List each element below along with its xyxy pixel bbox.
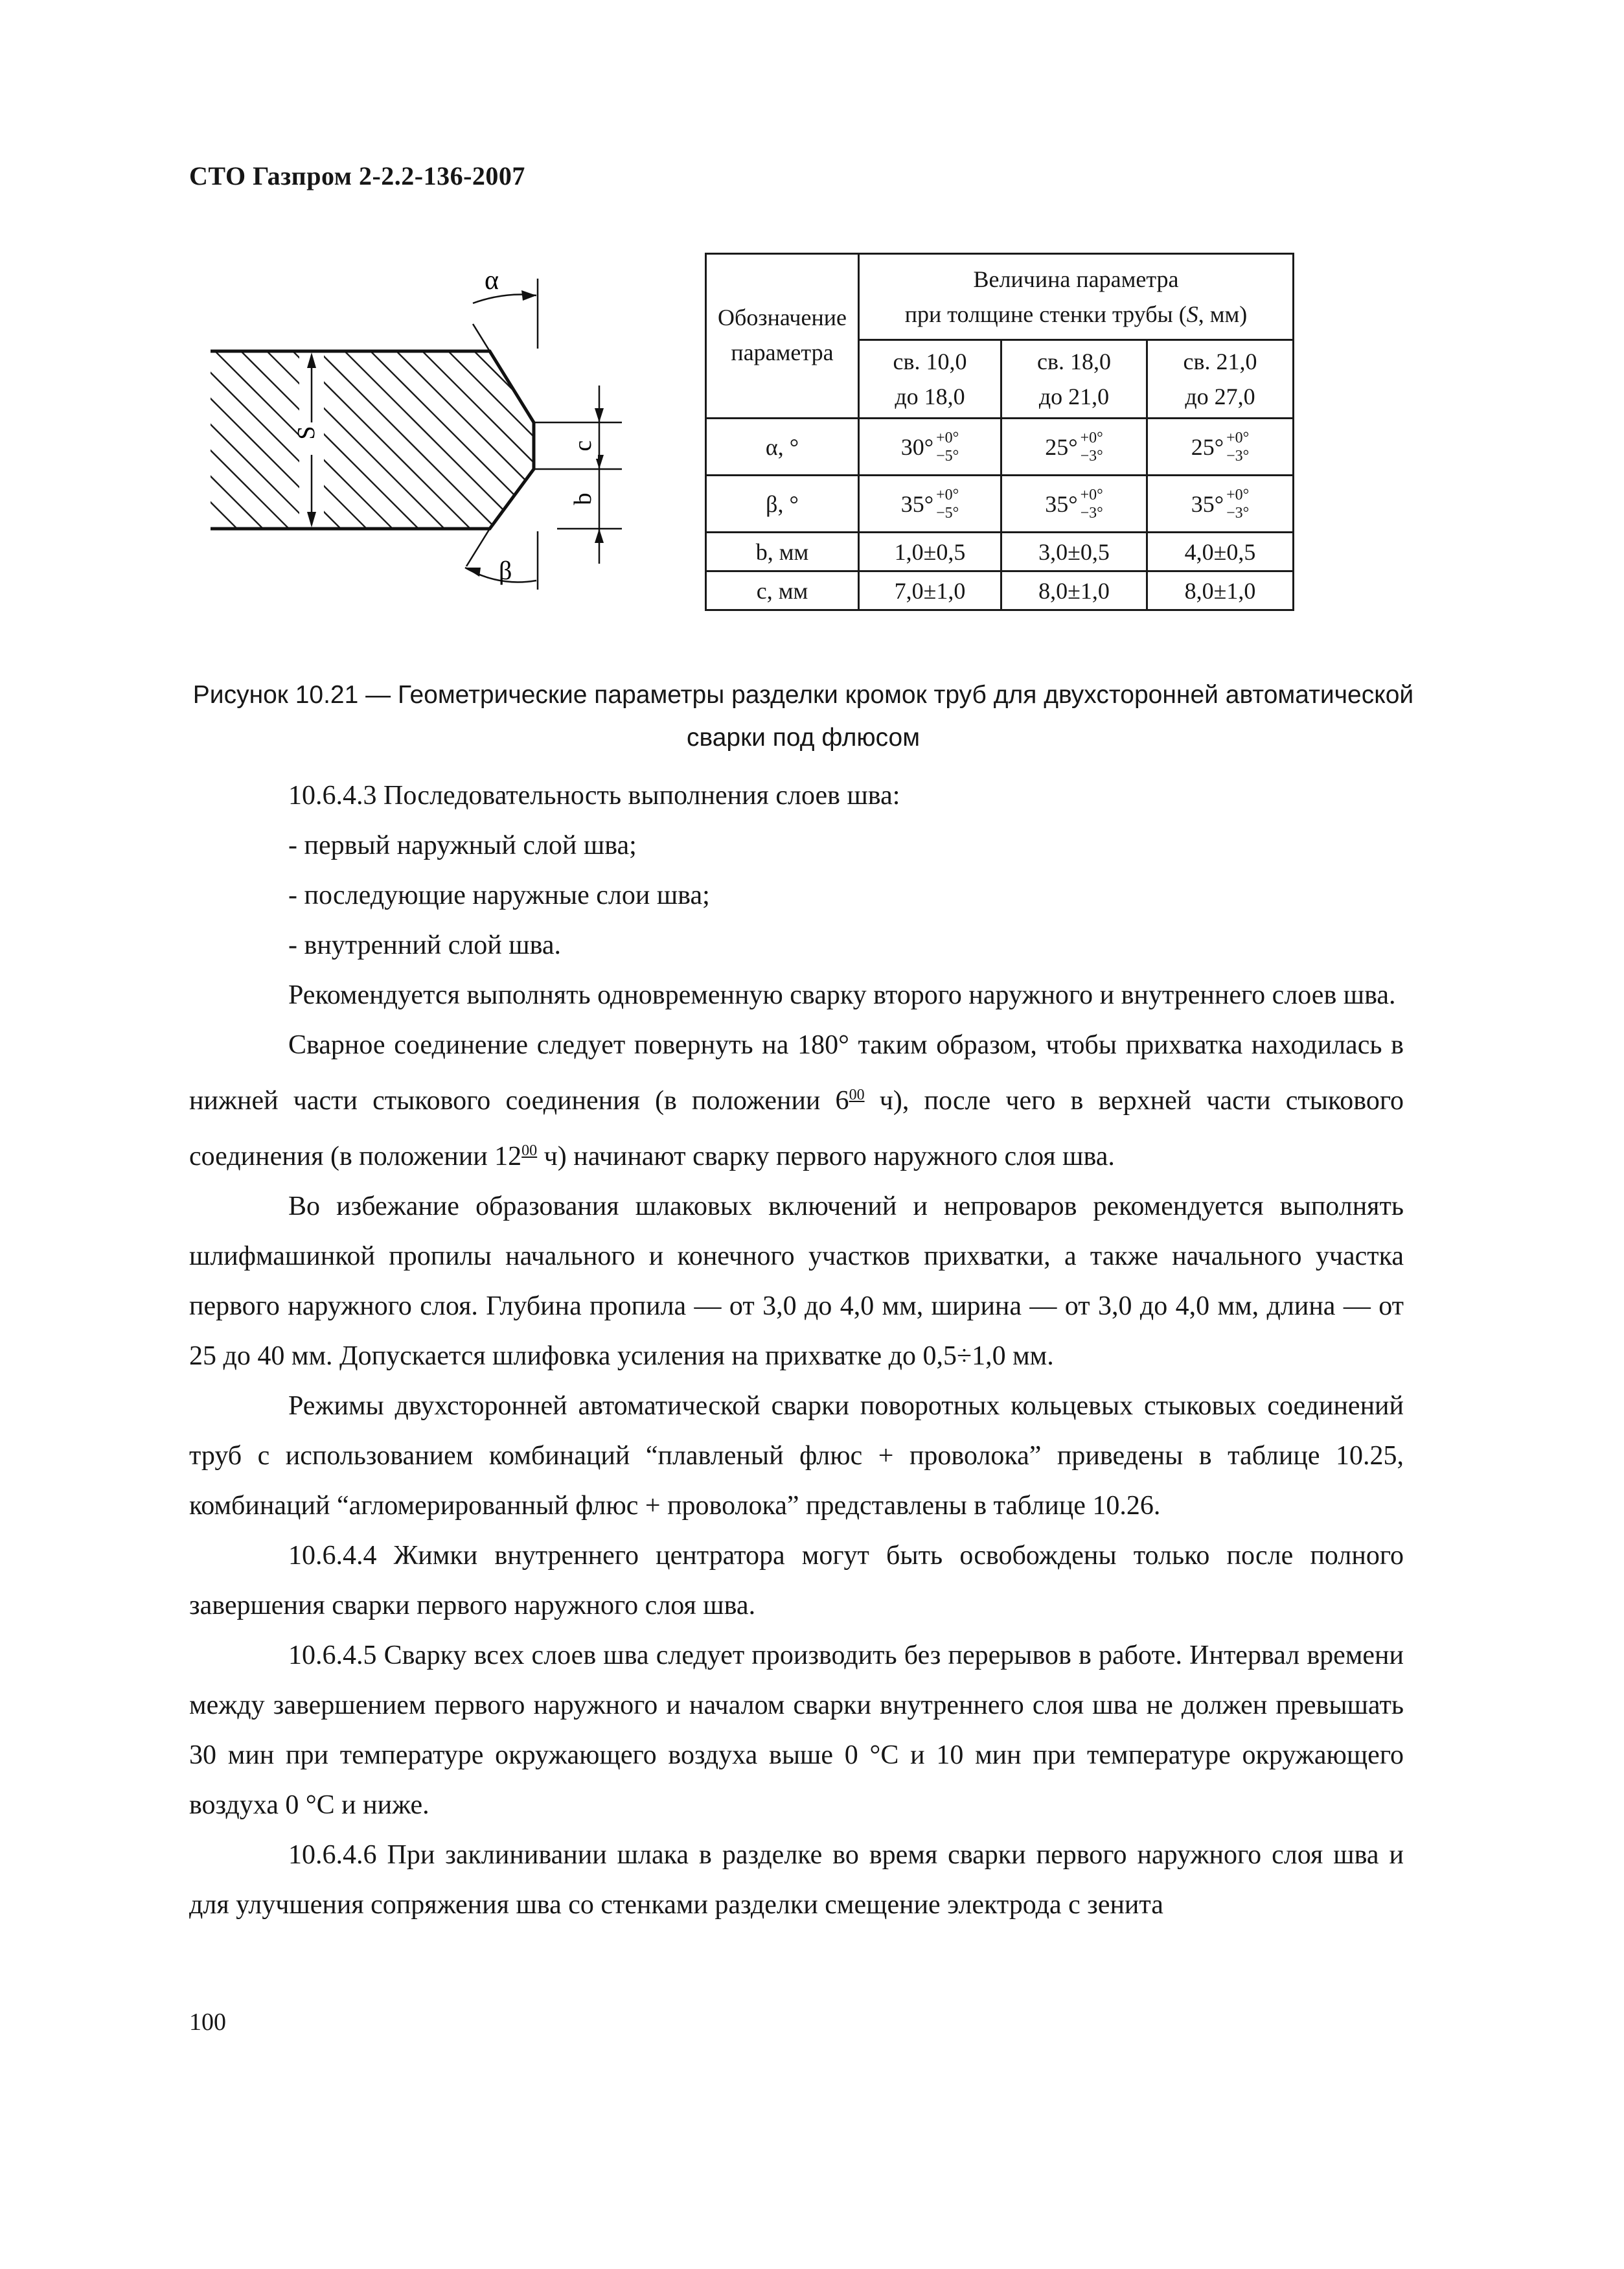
- parameter-table: [705, 253, 1294, 611]
- paragraph: 10.6.4.6 При заклинивании шлака в разделке во время сварки первого наружного слоя шва и для улучшения сопряжения шва со стенками разделки смещение электрода с зенита: [189, 1840, 1404, 1920]
- param-header-line1: Обозначение: [718, 305, 847, 330]
- value-header-cell: [859, 254, 1294, 340]
- value-header-line1: Величина параметра: [973, 266, 1179, 292]
- table-row-c: [706, 571, 1294, 610]
- value-cell: 35° +0° −3°: [1147, 476, 1294, 533]
- edge-preparation-drawing: [194, 253, 661, 603]
- list-item: - последующие наружные слои шва;: [288, 881, 710, 910]
- value-cell: 35° +0° −3°: [1001, 476, 1147, 533]
- body-text: [189, 771, 1404, 1930]
- paragraph: 10.6.4.4 Жимки внутреннего центратора могут быть освобождены только после полного завершения сварки первого наружного слоя шва.: [189, 1541, 1404, 1620]
- paragraph: Во избежание образования шлаковых включений и непроваров рекомендуется выполнять шлифмашинкой пропилы начального и конечного участков прихватки, а также начального участка первого наружного слоя. Глубина пропила — от 3,0 до 4,0 мм, ширина — от 3,0 до 4,0 мм, длина — от 25 до 40 мм. Допускается шлифовка усиления на прихватке до 0,5÷1,0 мм.: [189, 1192, 1404, 1371]
- b-dimension-label: b: [569, 492, 597, 505]
- value-cell: 30° +0° −5°: [859, 419, 1001, 476]
- value-header-line2: при толщине стенки трубы (S, мм): [904, 301, 1248, 327]
- beta-label: β: [499, 556, 512, 585]
- alpha-label: α: [485, 266, 499, 295]
- table-row-b: [706, 533, 1294, 571]
- range-cell-3: св. 21,0 до 27,0: [1147, 340, 1294, 419]
- range-cell-2: св. 18,0 до 21,0: [1001, 340, 1147, 419]
- value-cell: 35° +0° −5°: [859, 476, 1001, 533]
- value-cell: 25° +0° −3°: [1147, 419, 1294, 476]
- paragraph: Режимы двухсторонней автоматической сварки поворотных кольцевых стыковых соединений труб с использованием комбинаций “плавленый флюс + проволока” приведены в таблице 10.25, комбинаций “агломерированный флюс + проволока” представлены в таблице 10.26.: [189, 1391, 1404, 1521]
- param-cell: c, мм: [706, 571, 859, 610]
- c-dimension-label: c: [569, 440, 597, 452]
- range-cell-1: св. 10,0 до 18,0: [859, 340, 1001, 419]
- value-cell: 8,0±1,0: [1147, 571, 1294, 610]
- paragraph: Сварное соединение следует повернуть на 180° таким образом, чтобы прихватка находилась в нижней части стыкового соединения (в положении $6^{00}$ ч), после чего в верхней части стыкового соединения (в положении $12^{00}$ ч) начинают сварку первого наружного слоя шва.: [189, 1030, 1404, 1171]
- paragraph: Рекомендуется выполнять одновременную сварку второго наружного и внутреннего слоев шва.: [288, 980, 1396, 1010]
- paragraph: 10.6.4.5 Сварку всех слоев шва следует производить без перерывов в работе. Интервал времени между завершением первого наружного и началом сварки внутреннего слоя шва не должен превышать 30 мин при температуре окружающего воздуха выше 0 °С и 10 мин при температуре окружающего воздуха 0 °С и ниже.: [189, 1641, 1404, 1820]
- page-number: 100: [189, 2009, 226, 2036]
- list-item: - внутренний слой шва.: [288, 930, 562, 960]
- param-cell: b, мм: [706, 533, 859, 571]
- s-dimension-label: S: [293, 426, 320, 440]
- table-row-beta: [706, 476, 1294, 533]
- table-row-alpha: [706, 419, 1294, 476]
- document-code-header: СТО Газпром 2-2.2-136-2007: [189, 161, 525, 190]
- paragraph: 10.6.4.3 Последовательность выполнения слоев шва:: [288, 781, 900, 811]
- value-cell: 4,0±0,5: [1147, 533, 1294, 571]
- param-header-cell: [706, 254, 859, 419]
- caption-line-2: сварки под флюсом: [686, 724, 921, 752]
- param-cell: α, °: [706, 419, 859, 476]
- value-cell: 7,0±1,0: [859, 571, 1001, 610]
- param-cell: β, °: [706, 476, 859, 533]
- list-item: - первый наружный слой шва;: [288, 831, 637, 860]
- caption-line-1: Рисунок 10.21 — Геометрические параметры разделки кромок труб для двухсторонней автоматической: [192, 681, 1414, 709]
- figure-caption: [181, 674, 1425, 759]
- value-cell: 8,0±1,0: [1001, 571, 1147, 610]
- param-header-line2: параметра: [731, 340, 834, 365]
- value-cell: 1,0±0,5: [859, 533, 1001, 571]
- value-cell: 3,0±0,5: [1001, 533, 1147, 571]
- value-cell: 25° +0° −3°: [1001, 419, 1147, 476]
